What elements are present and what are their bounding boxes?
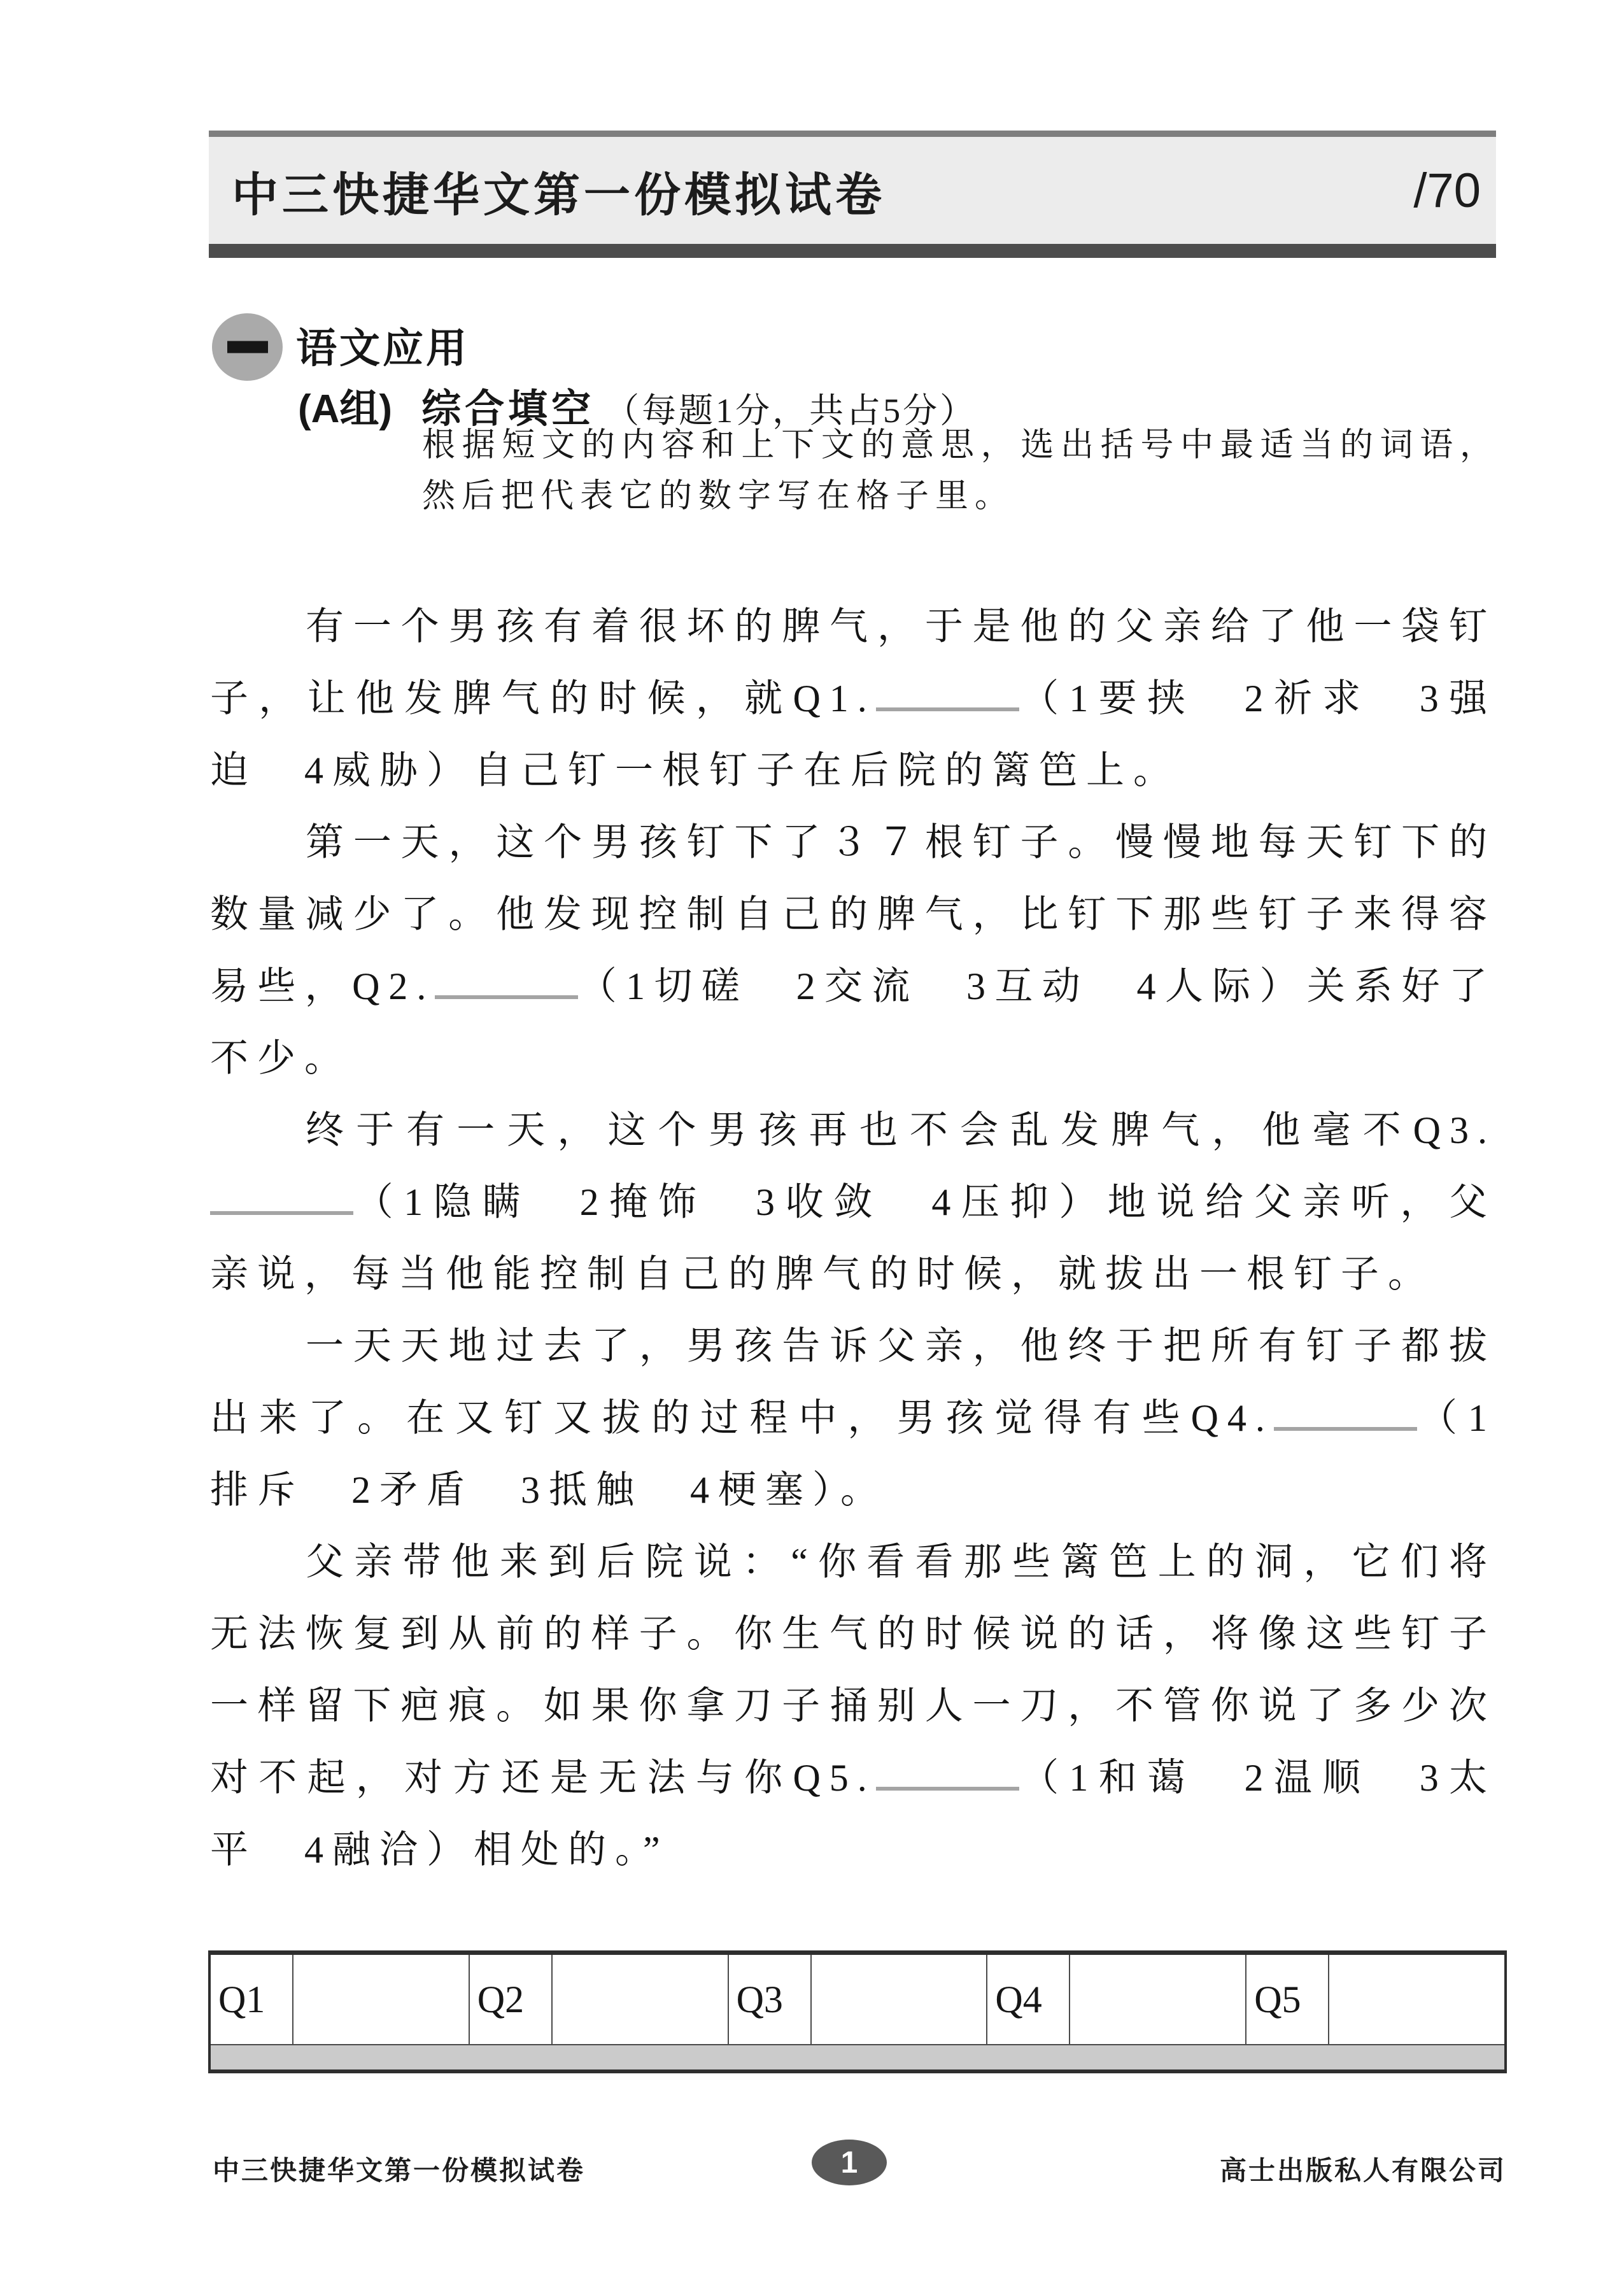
answer-label-q2: Q2 bbox=[470, 1955, 553, 2044]
q5-blank[interactable] bbox=[876, 1780, 1019, 1791]
passage-paragraph: 父亲带他来到后院说：“你看看那些篱笆上的洞，它们将无法恢复到从前的样子。你生气的时候说的话，将像这些钉子一样留下疤痕。如果你拿刀子捅别人一刀，不管你说了多少次对不起，对方还是无法与你Q5. （1和蔼 2温顺 3太平 4融洽）相处的。” bbox=[210, 1541, 1496, 1871]
answer-label-q3: Q3 bbox=[729, 1955, 812, 2044]
answer-cell-q1[interactable] bbox=[293, 1955, 470, 2044]
page-number-badge bbox=[812, 2140, 887, 2185]
section-number-dash-icon bbox=[227, 341, 268, 353]
subsection-title: 综合填空 bbox=[421, 387, 595, 431]
header-band bbox=[209, 131, 1496, 258]
passage bbox=[210, 591, 1496, 1886]
q3-blank[interactable] bbox=[210, 1205, 353, 1215]
answer-table-shadow bbox=[211, 2045, 1504, 2070]
section-title: 语文应用 bbox=[296, 325, 469, 371]
total-score-label: /70 bbox=[1413, 163, 1481, 218]
page-number: 1 bbox=[840, 2145, 858, 2180]
q4-blank[interactable] bbox=[1274, 1421, 1417, 1431]
passage-paragraph: 一天天地过去了，男孩告诉父亲，他终于把所有钉子都拔出来了。在又钉又拔的过程中，男孩觉得有些Q4. （1排斥 2矛盾 3抵触 4梗塞）。 bbox=[210, 1325, 1496, 1511]
passage-paragraph: 终于有一天，这个男孩再也不会乱发脾气，他毫不Q3.（1隐瞒 2掩饰 3收敛 4压抑）地说给父亲听，父亲说，每当他能控制自己的脾气的时候，就拔出一根钉子。 bbox=[210, 1109, 1496, 1295]
instructions-text: 根据短文的内容和上下文的意思，选出括号中最适当的词语，然后把代表它的数字写在格子里。 bbox=[422, 427, 1499, 515]
answer-cell-q3[interactable] bbox=[812, 1955, 988, 2044]
passage-paragraph: 有一个男孩有着很坏的脾气，于是他的父亲给了他一袋钉子，让他发脾气的时候，就Q1. （1要挟 2祈求 3强迫 4威胁）自己钉一根钉子在后院的篱笆上。 bbox=[210, 606, 1496, 792]
answer-cell-q5[interactable] bbox=[1329, 1955, 1504, 2044]
header-bottom-stripe bbox=[209, 244, 1496, 258]
section-number-badge bbox=[212, 313, 283, 381]
answer-cell-q2[interactable] bbox=[553, 1955, 729, 2044]
passage-paragraph: 第一天，这个男孩钉下了３７根钉子。慢慢地每天钉下的数量减少了。他发现控制自己的脾气，比钉下那些钉子来得容易些，Q2. （1切磋 2交流 3互动 4人际）关系好了不少。 bbox=[210, 821, 1496, 1079]
header-top-stripe bbox=[209, 131, 1496, 137]
header-main bbox=[209, 137, 1496, 244]
page-title: 中三快捷华文第一份模拟试卷 bbox=[232, 169, 886, 221]
answer-table bbox=[208, 1950, 1507, 2073]
q2-blank[interactable] bbox=[435, 989, 578, 999]
subsection-marks-note: （每题1分，共占5分） bbox=[605, 392, 977, 430]
q1-blank[interactable] bbox=[876, 701, 1019, 711]
answer-cell-q4[interactable] bbox=[1070, 1955, 1246, 2044]
answer-table-row bbox=[211, 1955, 1504, 2045]
footer-publisher: 高士出版私人有限公司 bbox=[1219, 2155, 1506, 2185]
subsection-group-label: (A组) bbox=[298, 387, 393, 431]
answer-label-q1: Q1 bbox=[211, 1955, 293, 2044]
footer-title: 中三快捷华文第一份模拟试卷 bbox=[213, 2155, 586, 2185]
answer-label-q4: Q4 bbox=[987, 1955, 1070, 2044]
answer-label-q5: Q5 bbox=[1246, 1955, 1329, 2044]
